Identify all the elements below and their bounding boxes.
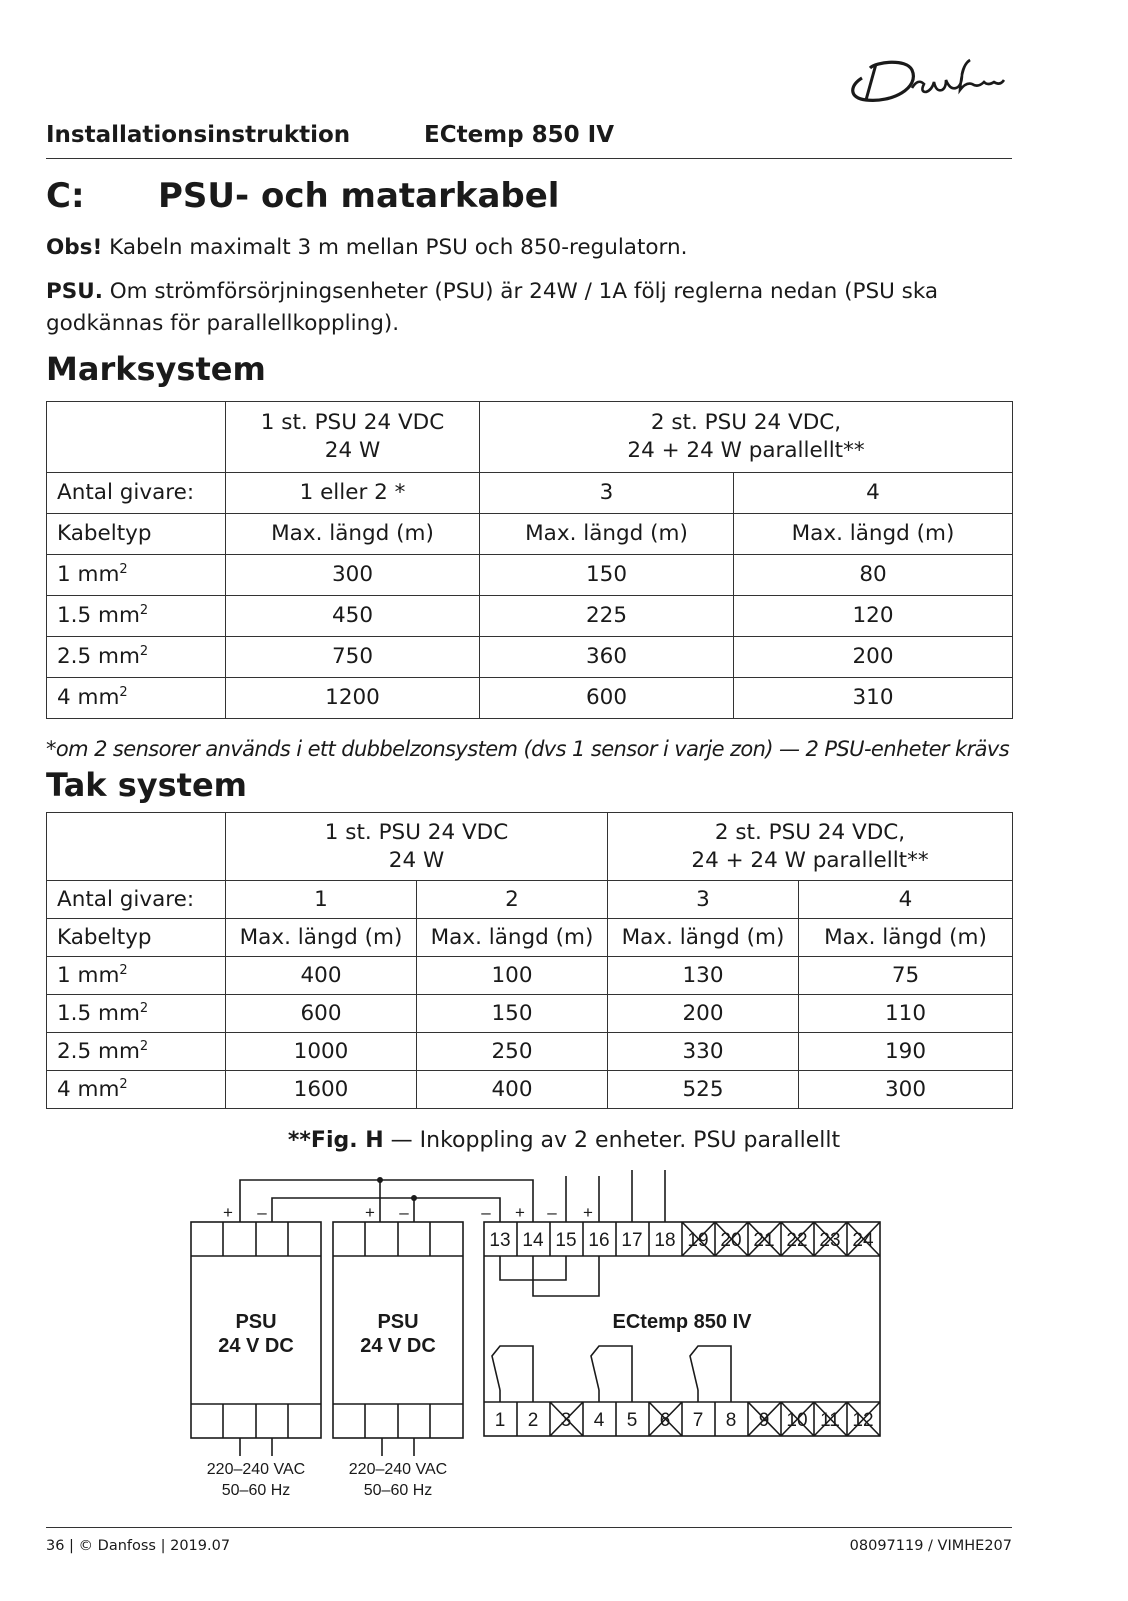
psu-text: Om strömförsörjningsenheter (PSU) är 24W / 1A följ reglerna nedan (PSU ska godkännas för parallellkoppling). — [46, 279, 939, 336]
table-row-label: 1 $mm^2$ — [47, 957, 226, 995]
table-row-label: Kabeltyp — [47, 514, 226, 555]
psu-2-mains-voltage: 220–240 VAC — [348, 1461, 448, 1478]
table-cell: 130 — [608, 957, 799, 995]
psu-2-plus: + — [365, 1203, 375, 1222]
table-header-cell: 2 st. PSU 24 VDC, 24 + 24 W parallellt** — [608, 813, 1013, 881]
table-cell: 200 — [608, 995, 799, 1033]
terminal-15-minus: – — [547, 1203, 557, 1222]
terminal-label: 6 — [659, 1410, 671, 1431]
table-cell: Max. längd (m) — [480, 514, 734, 555]
terminal-label: 3 — [560, 1410, 572, 1431]
table-cell: 600 — [226, 995, 417, 1033]
table-cell: 400 — [226, 957, 417, 995]
footer-right: 08097119 / VIMHE207 — [849, 1538, 1012, 1554]
terminal-label: 1 — [494, 1410, 506, 1431]
terminal-16-plus: + — [583, 1203, 593, 1222]
table-cell: Max. längd (m) — [734, 514, 1013, 555]
table-cell: 3 — [480, 473, 734, 514]
table-header-cell: 1 st. PSU 24 VDC 24 W — [226, 813, 608, 881]
table-cell: 150 — [417, 995, 608, 1033]
terminal-label: 19 — [687, 1230, 709, 1251]
terminal-label: 22 — [786, 1230, 808, 1251]
table-cell: 360 — [480, 637, 734, 678]
psu-1-minus: – — [257, 1203, 267, 1222]
terminal-label: 8 — [725, 1410, 737, 1431]
table-cell: 3 — [608, 881, 799, 919]
table-row-label: Kabeltyp — [47, 919, 226, 957]
terminal-label: 18 — [654, 1230, 676, 1251]
obs-text: Kabeln maximalt 3 m mellan PSU och 850-regulatorn. — [102, 235, 688, 260]
table-cell: 310 — [734, 678, 1013, 719]
obs-label: Obs! — [46, 235, 103, 260]
table-cell: 330 — [608, 1033, 799, 1071]
product-name: ECtemp 850 IV — [424, 122, 614, 148]
table-cell: 190 — [799, 1033, 1013, 1071]
table-cell: 2 — [417, 881, 608, 919]
table-cell: 1200 — [226, 678, 480, 719]
section-letter: C: — [46, 176, 85, 216]
terminal-label: 17 — [621, 1230, 643, 1251]
psu-label: PSU. — [46, 279, 103, 304]
table-row-label: 4 $mm^2$ — [47, 1071, 226, 1109]
terminal-label: 16 — [588, 1230, 610, 1251]
psu-1-label: PSU — [235, 1311, 277, 1333]
marksystem-heading: Marksystem — [46, 350, 266, 388]
terminal-label: 4 — [593, 1410, 605, 1431]
table-cell: 110 — [799, 995, 1013, 1033]
table-cell: 600 — [480, 678, 734, 719]
table-row-label: 2.5 $mm^2$ — [47, 637, 226, 678]
terminal-label: 10 — [786, 1410, 808, 1431]
controller-label: ECtemp 850 IV — [612, 1311, 752, 1333]
table-row-label: 4 $mm^2$ — [47, 678, 226, 719]
table-cell: 250 — [417, 1033, 608, 1071]
table-cell: Max. längd (m) — [608, 919, 799, 957]
terminal-label: 11 — [820, 1410, 840, 1431]
table-cell: 400 — [417, 1071, 608, 1109]
table-cell: 200 — [734, 637, 1013, 678]
table-cell: Max. längd (m) — [799, 919, 1013, 957]
table-cell: 80 — [734, 555, 1013, 596]
psu-2-mains-frequency: 50–60 Hz — [363, 1482, 433, 1499]
table-row-label: 1 $mm^2$ — [47, 555, 226, 596]
psu-1-voltage: 24 V DC — [218, 1335, 294, 1357]
terminal-label: 9 — [758, 1410, 770, 1431]
table-cell: 1600 — [226, 1071, 417, 1109]
terminal-14-plus: + — [515, 1203, 525, 1222]
table-cell: 750 — [226, 637, 480, 678]
table-cell: 300 — [226, 555, 480, 596]
table-header-cell: 1 st. PSU 24 VDC 24 W — [226, 402, 480, 473]
taksystem-heading: Tak system — [46, 766, 248, 804]
table-row-label: 1.5 $mm^2$ — [47, 995, 226, 1033]
table-cell: 150 — [480, 555, 734, 596]
table-row-label: 1.5 $mm^2$ — [47, 596, 226, 637]
table-cell: 525 — [608, 1071, 799, 1109]
table-cell: 4 — [734, 473, 1013, 514]
doc-type: Installationsinstruktion — [46, 122, 351, 148]
table-cell: 1000 — [226, 1033, 417, 1071]
footer-left: 36 | © Danfoss | 2019.07 — [46, 1538, 231, 1554]
table-cell: Max. längd (m) — [417, 919, 608, 957]
table-cell: Max. längd (m) — [226, 919, 417, 957]
psu-2-minus: – — [399, 1203, 409, 1222]
figure-caption: **Fig. H — Inkoppling av 2 enheter. PSU parallellt — [287, 1128, 841, 1153]
table-cell: 4 — [799, 881, 1013, 919]
terminal-label: 13 — [489, 1230, 511, 1251]
table-row-label: 2.5 $mm^2$ — [47, 1033, 226, 1071]
section-title: PSU- och matarkabel — [158, 176, 560, 216]
terminal-label: 21 — [753, 1230, 775, 1251]
marksystem-footnote: *om 2 sensorer används i ett dubbelzonsystem (dvs 1 sensor i varje zon) — 2 PSU-enheter krävs — [46, 737, 1010, 761]
psu-1-mains-frequency: 50–60 Hz — [221, 1482, 291, 1499]
psu-2-label: PSU — [377, 1311, 419, 1333]
table-row-label: Antal givare: — [47, 881, 226, 919]
table-cell: 225 — [480, 596, 734, 637]
terminal-label: 15 — [555, 1230, 577, 1251]
table-header-cell: 2 st. PSU 24 VDC, 24 + 24 W parallellt** — [480, 402, 1013, 473]
psu-1-plus: + — [223, 1203, 233, 1222]
terminal-label: 14 — [522, 1230, 544, 1251]
table-cell: 75 — [799, 957, 1013, 995]
footer-divider — [46, 1527, 1012, 1528]
terminal-label: 23 — [819, 1230, 841, 1251]
table-cell: 300 — [799, 1071, 1013, 1109]
table-cell: 1 eller 2 * — [226, 473, 480, 514]
psu-2-voltage: 24 V DC — [360, 1335, 436, 1357]
terminal-label: 5 — [626, 1410, 638, 1431]
terminal-label: 2 — [527, 1410, 539, 1431]
terminal-13-minus: – — [481, 1203, 491, 1222]
table-cell: 100 — [417, 957, 608, 995]
terminal-label: 7 — [692, 1410, 704, 1431]
terminal-label: 12 — [852, 1410, 874, 1431]
table-cell: 120 — [734, 596, 1013, 637]
psu-1-mains-voltage: 220–240 VAC — [206, 1461, 306, 1478]
terminal-label: 24 — [852, 1230, 874, 1251]
table-cell: Max. längd (m) — [226, 514, 480, 555]
figure-label: Fig. H — [310, 1128, 384, 1153]
table-row-label: Antal givare: — [47, 473, 226, 514]
table-cell: 1 — [226, 881, 417, 919]
table-cell: 450 — [226, 596, 480, 637]
terminal-label: 20 — [720, 1230, 742, 1251]
